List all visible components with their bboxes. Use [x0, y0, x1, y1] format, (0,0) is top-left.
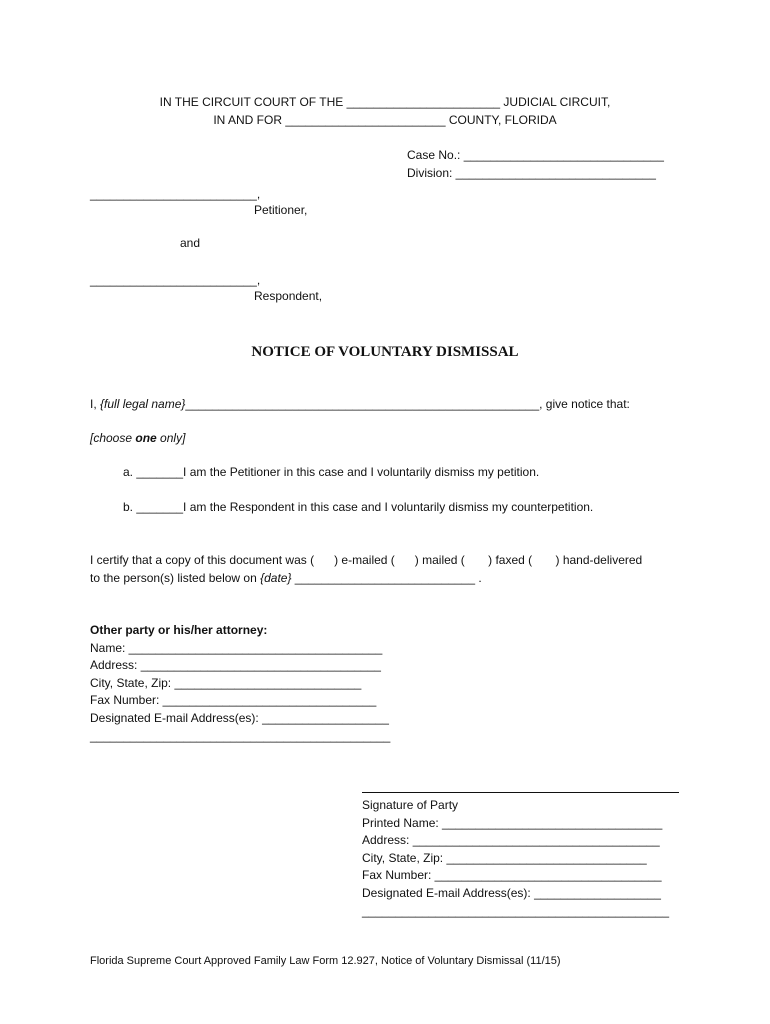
- case-number-field: Case No.: ______________________________: [407, 148, 664, 162]
- certify-rest: ___________________________ .: [291, 571, 482, 585]
- form-footer: Florida Supreme Court Approved Family Law Form 12.927, Notice of Voluntary Dismissal (11/15): [90, 955, 561, 967]
- name-rest: _____________________________________________________, give notice that:: [185, 397, 630, 411]
- signature-line: [362, 792, 679, 793]
- document-title: NOTICE OF VOLUNTARY DISMISSAL: [251, 344, 519, 360]
- other-party-heading: Other party or his/her attorney:: [90, 623, 268, 637]
- certify-line-2: [90, 570, 482, 586]
- court-line-1: IN THE CIRCUIT COURT OF THE _______________________ JUDICIAL CIRCUIT,: [159, 95, 611, 109]
- option-a-petitioner: a. _______I am the Petitioner in this case and I voluntarily dismiss my petition.: [123, 465, 540, 479]
- choose-open: [choose: [90, 431, 136, 445]
- and-label: and: [180, 236, 201, 250]
- full-name-line: [90, 396, 630, 412]
- respondent-name-blank: _________________________,: [90, 273, 261, 287]
- division-field: Division: ______________________________: [407, 166, 656, 180]
- name-hint: {full legal name}: [100, 397, 186, 411]
- other-party-city: City, State, Zip: ____________________________: [90, 676, 362, 690]
- choose-close: only]: [156, 431, 186, 445]
- other-party-extra-line: _____________________________________________: [90, 729, 391, 743]
- petitioner-name-blank: _________________________,: [90, 187, 261, 201]
- signature-label: Signature of Party: [362, 798, 459, 812]
- signature-extra-line: ______________________________________________: [362, 904, 669, 918]
- signature-fax: Fax Number: __________________________________: [362, 868, 662, 882]
- signature-address: Address: _____________________________________: [362, 833, 660, 847]
- other-party-name: Name: ______________________________________: [90, 641, 383, 655]
- petitioner-label: Petitioner,: [254, 203, 308, 217]
- certify-date-hint: {date}: [260, 571, 292, 585]
- other-party-address: Address: ____________________________________: [90, 658, 381, 672]
- certify-line-1: I certify that a copy of this document was ( ) e-mailed ( ) mailed ( ) faxed ( ) hand-delivered: [90, 553, 643, 567]
- name-prefix: I,: [90, 397, 101, 411]
- option-b-respondent: b. _______I am the Respondent in this case and I voluntarily dismiss my counterpetition.: [123, 500, 594, 514]
- signature-printed-name: Printed Name: _________________________________: [362, 816, 663, 830]
- signature-email: Designated E-mail Address(es): ___________________: [362, 886, 661, 900]
- signature-city: City, State, Zip: ______________________________: [362, 851, 647, 865]
- respondent-label: Respondent,: [254, 289, 323, 303]
- choose-instruction: [90, 430, 185, 446]
- certify-prefix: to the person(s) listed below on: [90, 571, 261, 585]
- other-party-fax: Fax Number: ________________________________: [90, 693, 377, 707]
- court-line-2: IN AND FOR ________________________ COUNTY, FLORIDA: [213, 113, 557, 127]
- choose-one: one: [135, 431, 157, 445]
- other-party-email: Designated E-mail Address(es): ___________________: [90, 711, 389, 725]
